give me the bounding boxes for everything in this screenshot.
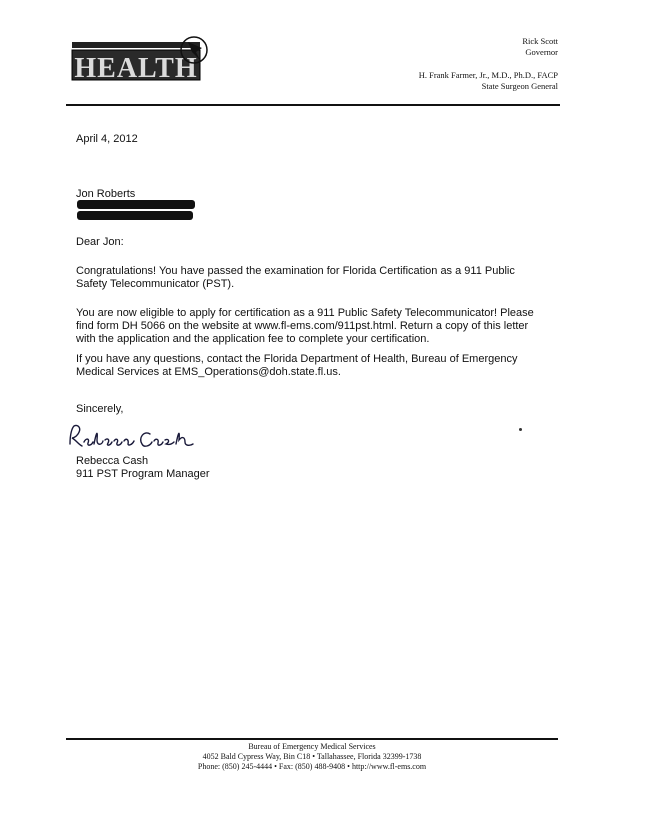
paragraph-line: If you have any questions, contact the Florida Department of Health, Bureau of Emergency (76, 353, 518, 365)
footer-street: 4052 Bald Cypress Way, Bin C18 • Tallahassee, Florida 32399-1738 (202, 752, 422, 761)
surgeon-general-title: State Surgeon General (481, 81, 558, 91)
governor-title: Governor (525, 47, 558, 57)
paragraph-line: with the application and the application fee to complete your certification. (76, 333, 430, 345)
paragraph-line: Medical Services at EMS_Operations@doh.state.fl.us. (76, 366, 341, 378)
salutation: Dear Jon: (76, 236, 124, 248)
footer-divider (66, 738, 558, 740)
paragraph-line: Safety Telecommunicator (PST). (76, 278, 235, 290)
paragraph-eligibility (76, 307, 534, 346)
footer-contact: Phone: (850) 245-4444 • Fax: (850) 488-9408 • http://www.fl-ems.com (197, 762, 427, 771)
handwritten-signature (66, 420, 196, 452)
recipient-name: Jon Roberts (76, 188, 136, 200)
scan-speck (519, 428, 522, 431)
signer-name: Rebecca Cash (76, 455, 149, 467)
header-divider (66, 104, 560, 106)
closing: Sincerely, (76, 403, 124, 415)
surgeon-general-block (419, 70, 558, 92)
redacted-address-line (77, 211, 193, 220)
governor-block (522, 36, 558, 58)
letter-date: April 4, 2012 (76, 133, 138, 145)
paragraph-congratulations (76, 265, 515, 291)
footer-address (66, 742, 558, 772)
paragraph-line: You are now eligible to apply for certification as a 911 Public Safety Telecommunicator! Please (76, 307, 534, 319)
redacted-address-line (77, 200, 195, 209)
footer-bureau: Bureau of Emergency Medical Services (248, 742, 376, 751)
doh-health-logo (70, 36, 210, 86)
paragraph-line: Congratulations! You have passed the examination for Florida Certification as a 911 Public (76, 265, 515, 277)
surgeon-general-name: H. Frank Farmer, Jr., M.D., Ph.D., FACP (418, 70, 558, 80)
paragraph-contact (76, 353, 517, 379)
signer-title: 911 PST Program Manager (76, 468, 210, 480)
governor-name: Rick Scott (522, 36, 558, 46)
svg-text:HEALTH: HEALTH (74, 53, 198, 84)
paragraph-line: find form DH 5066 on the website at www.fl-ems.com/911pst.html. Return a copy of this letter (76, 320, 529, 332)
